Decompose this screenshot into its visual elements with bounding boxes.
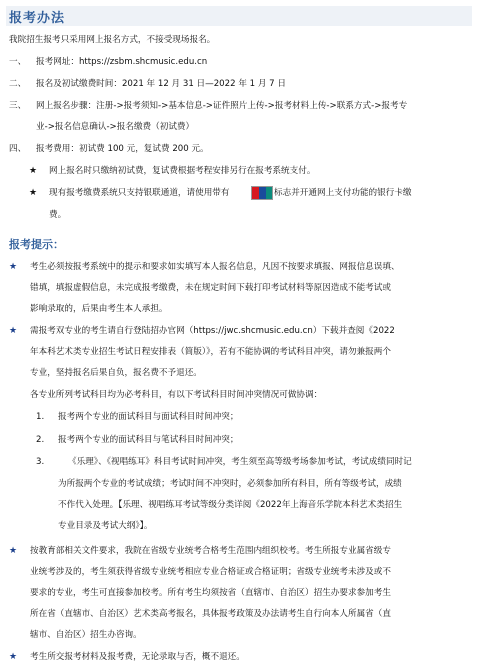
heading-bar [6, 6, 472, 26]
conflict-text: 不作代入处理。【乐理、视唱练耳考试等级分类详阅《2022年上海音乐学院本科艺术类招生 [58, 500, 403, 510]
item-number: 二、 [9, 79, 27, 89]
star-icon: ★ [29, 188, 38, 198]
star-icon: ★ [9, 326, 18, 336]
conflict-text: 《乐理》、《视唱练耳》科目考试时间冲突，考生须至高等级考场参加考试，考试成绩同时记 [68, 457, 412, 467]
tip-text: 专业，坚持报名后果自负，报名费不予退还。 [30, 368, 202, 378]
tip-text: 按教育部相关文件要求，我院在省级专业统考合格考生范围内组织校考。考生所报专业属省级专 [30, 546, 391, 556]
conflict-text: 专业目录及考试大纲》】。 [58, 521, 153, 531]
conflict-number: 3. [36, 457, 45, 467]
item-text: 业->报名信息确认->报名缴费（初试费） [36, 122, 195, 132]
item-text: 报考费用：初试费 100 元，复试费 200 元。 [36, 144, 209, 154]
conflict-text: 为所报两个专业的考试成绩；考试时间不冲突时，必须参加所有科目，所有等级考试，成绩 [58, 479, 402, 489]
fee-note-text: 现有报考缴费系统只支持银联通道，请使用带有 [49, 188, 230, 198]
item-number: 三、 [9, 101, 27, 111]
unionpay-logo-icon [251, 186, 273, 200]
star-icon: ★ [9, 652, 18, 662]
conflict-intro: 各专业所列考试科目均为必考科目，有以下考试科目时间冲突情况可做协调： [30, 390, 323, 400]
fee-note-text: 费。 [49, 210, 67, 220]
intro-text: 我院招生报考只采用网上报名方式，不接受现场报名。 [9, 35, 216, 45]
tip-text: 业统考涉及的，考生须获得省级专业统考相应专业合格证或合格证明；省级专业统考未涉及或不 [30, 567, 391, 577]
fee-note-text: 网上报名时只缴纳初试费，复试费根据考程安排另行在报考系统支付。 [49, 166, 316, 176]
tip-text: 要求的专业，考生可直接参加校考。所有考生均须按省（直辖市、自治区）招生办要求参加考生 [30, 588, 391, 598]
star-icon: ★ [29, 166, 38, 176]
conflict-text: 报考两个专业的面试科目与面试科目时间冲突； [58, 412, 239, 422]
conflict-number: 1. [36, 412, 45, 422]
item-number: 四、 [9, 144, 27, 154]
item-text: 报考网址：https://zsbm.shcmusic.edu.cn [36, 57, 208, 67]
tip-text: 影响录取的，后果由考生本人承担。 [30, 304, 168, 314]
tip-text: 错填，填报虚假信息，未完成报考缴费，未在规定时间下载打印考试材料等原因造成不能考试或 [30, 283, 391, 293]
tip-text: 考生必须按报考系统中的提示和要求如实填写本人报名信息，凡因不按要求填报、网报信息误填、 [30, 262, 400, 272]
tip-text: 年本科艺术类专业招生考试日程安排表（简版）》，若有不能协调的考试科目冲突，请勿兼报两个 [30, 347, 391, 357]
star-icon: ★ [9, 262, 18, 272]
conflict-text: 报考两个专业的面试科目与笔试科目时间冲突； [58, 435, 239, 445]
section-heading: 报考办法 [9, 11, 66, 26]
item-text: 报名及初试缴费时间：2021 年 12 月 31 日—2022 年 1 月 7 日 [36, 79, 286, 89]
tip-text: 需报考双专业的考生请自行登陆招办官网（https://jwc.shcmusic.edu.cn）下载并查阅《2022 [30, 326, 395, 336]
fee-note-text: 标志并开通网上支付功能的银行卡缴 [274, 188, 412, 198]
item-number: 一、 [9, 57, 27, 67]
item-text: 网上报名步骤：注册->报考须知->基本信息->证件照片上传->报考材料上传->联系方式->报考专 [36, 101, 408, 111]
tip-text: 考生所交报考材料及报考费，无论录取与否，概不退还。 [30, 652, 245, 662]
star-icon: ★ [9, 546, 18, 556]
tips-heading: 报考提示： [9, 238, 64, 251]
tip-text: 辖市、自治区）招生办咨询。 [30, 630, 142, 640]
tip-text: 所在省（直辖市、自治区）艺术类高考报名，具体报考政策及办法请考生自行向本人所属省（直 [30, 609, 391, 619]
conflict-number: 2. [36, 435, 45, 445]
